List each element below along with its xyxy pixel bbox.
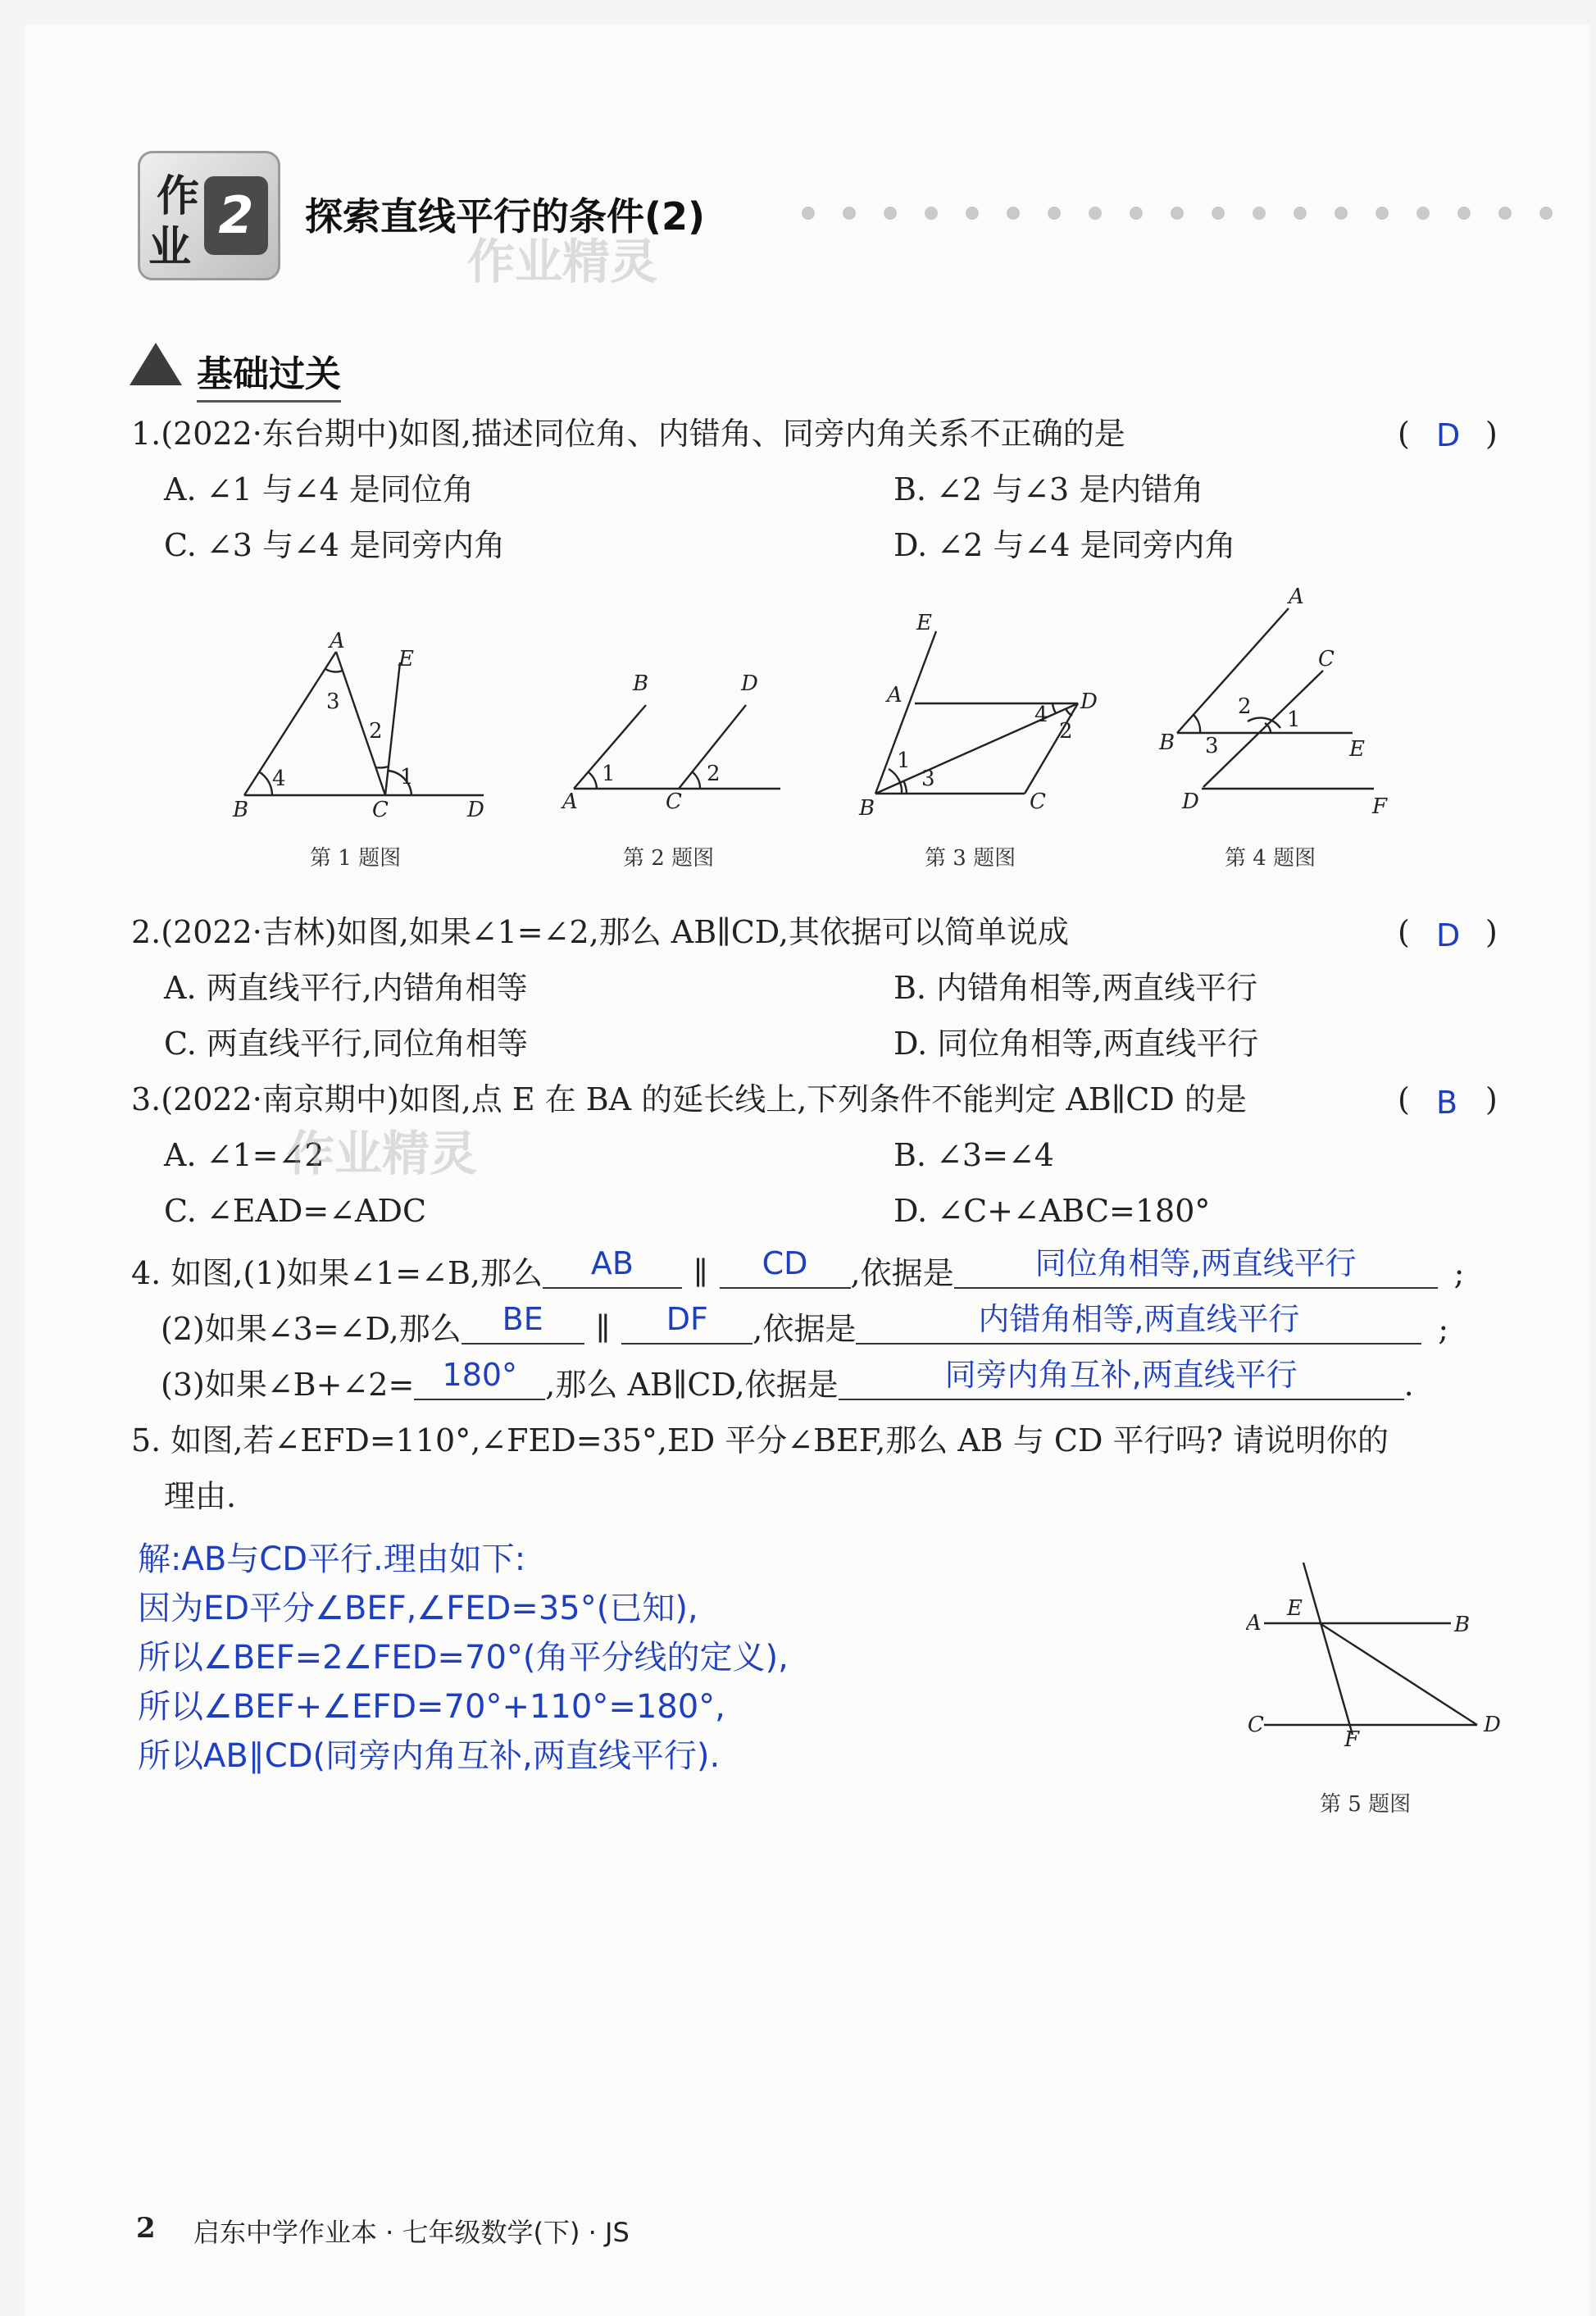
q4-1-post: ,依据是 <box>850 1255 954 1291</box>
fig1-angle-1: 1 <box>400 765 414 789</box>
fig2-label-c: C <box>666 789 682 812</box>
q5-solution-line-3: 所以∠BEF=2∠FED=70°(角平分线的定义), <box>138 1639 789 1677</box>
fig4-label-e: E <box>1349 737 1365 762</box>
q4-2-blank-1 <box>462 1301 584 1345</box>
q3-option-b: B. ∠3=∠4 <box>893 1137 1054 1173</box>
q4-1-blank-reason <box>954 1245 1438 1289</box>
q2-option-c: C. 两直线平行,同位角相等 <box>164 1026 528 1062</box>
q4-1-blank-1 <box>543 1245 682 1289</box>
figure-1 <box>221 631 500 828</box>
fig3-angle-4: 4 <box>1034 703 1048 727</box>
assignment-badge <box>138 151 280 280</box>
fig5-label-e: E <box>1287 1596 1303 1621</box>
watermark-top: 作业精灵 <box>467 234 658 289</box>
figure-4 <box>1148 574 1418 828</box>
q4-1-reason: 同位角相等,两直线平行 <box>1034 1245 1357 1281</box>
fig4-caption: 第 4 题图 <box>1225 846 1316 871</box>
q4-3-end: . <box>1403 1367 1414 1403</box>
q3-bracket-left: ( <box>1398 1081 1410 1117</box>
q1-stem: 1.(2022·东台期中)如图,描述同位角、内错角、同旁内角关系不正确的是 <box>131 416 1125 452</box>
fig3-label-a: A <box>887 683 903 708</box>
q5-solution-line-4: 所以∠BEF+∠EFD=70°+110°=180°, <box>138 1688 725 1726</box>
q4-1-end: ; <box>1453 1255 1465 1291</box>
q4-line-2 <box>161 1301 1449 1347</box>
page-number: 2 <box>136 2212 156 2245</box>
q4-1-answer-1: AB <box>590 1245 634 1281</box>
q3-bracket-right: ) <box>1485 1081 1498 1117</box>
q2-bracket-right: ) <box>1485 914 1498 950</box>
fig1-label-a: A <box>330 631 345 653</box>
fig5-label-f: F <box>1344 1727 1360 1746</box>
fig4-label-b: B <box>1159 730 1175 755</box>
q5-solution-line-2: 因为ED平分∠BEF,∠FED=35°(已知), <box>138 1590 698 1627</box>
fig2-label-a: A <box>562 789 578 812</box>
fig1-angle-3: 3 <box>326 689 340 714</box>
badge-char-zuo: 作 <box>157 172 200 221</box>
q4-2-blank-reason <box>856 1301 1421 1345</box>
section-triangle-icon <box>130 343 182 385</box>
q1-option-b: B. ∠2 与∠3 是内错角 <box>893 471 1204 507</box>
q4-3-blank-1 <box>414 1357 545 1400</box>
q4-1-parallel: ∥ <box>693 1255 708 1291</box>
q2-stem: 2.(2022·吉林)如图,如果∠1=∠2,那么 AB∥CD,其依据可以简单说成 <box>131 914 1069 950</box>
figure-3 <box>844 607 1123 820</box>
fig4-label-c: C <box>1318 647 1335 671</box>
badge-number-text: 2 <box>218 185 254 245</box>
q2-answer: D <box>1436 917 1461 953</box>
q4-3-post: ,那么 AB∥CD,依据是 <box>545 1367 839 1403</box>
fig2-angle-1: 1 <box>602 762 616 786</box>
q2-bracket-left: ( <box>1398 914 1410 950</box>
fig3-label-b: B <box>859 796 875 820</box>
q4-1-answer-2: CD <box>762 1245 808 1281</box>
q3-answer: B <box>1436 1085 1458 1121</box>
fig3-angle-3: 3 <box>921 767 935 791</box>
figure-2 <box>549 656 803 812</box>
fig3-angle-2: 2 <box>1059 719 1073 744</box>
fig3-label-e: E <box>916 611 932 635</box>
q1-answer: D <box>1436 417 1461 453</box>
fig1-angle-2: 2 <box>369 719 383 744</box>
q4-2-answer-1: BE <box>502 1301 543 1337</box>
title-dot-leader <box>802 207 1580 223</box>
q1-option-c: C. ∠3 与∠4 是同旁内角 <box>164 527 506 563</box>
fig1-label-c: C <box>372 798 389 822</box>
fig4-angle-1: 1 <box>1287 708 1301 732</box>
fig4-label-f: F <box>1372 794 1388 819</box>
q4-3-prefix: (3)如果∠B+∠2= <box>161 1367 415 1403</box>
q5-stem-line-2: 理由. <box>164 1478 237 1514</box>
q4-1-blank-2 <box>720 1245 851 1289</box>
q4-line-1 <box>131 1245 1465 1291</box>
q2-option-b: B. 内错角相等,两直线平行 <box>893 970 1258 1006</box>
fig5-label-a: A <box>1246 1611 1262 1636</box>
q4-2-prefix: (2)如果∠3=∠D,那么 <box>161 1311 462 1347</box>
fig1-angle-4: 4 <box>272 767 286 791</box>
q3-option-a: A. ∠1=∠2 <box>164 1137 325 1173</box>
fig5-label-c: C <box>1248 1713 1264 1737</box>
q1-option-a: A. ∠1 与∠4 是同位角 <box>164 471 474 507</box>
book-title: 启东中学作业本 · 七年级数学(下) · JS <box>193 2217 630 2248</box>
fig5-caption: 第 5 题图 <box>1320 1792 1412 1817</box>
q3-option-c: C. ∠EAD=∠ADC <box>164 1193 427 1229</box>
fig1-label-b: B <box>233 798 249 822</box>
q4-1-prefix: 4. 如图,(1)如果∠1=∠B,那么 <box>131 1255 543 1291</box>
section-title: 基础过关 <box>197 344 341 403</box>
fig1-caption: 第 1 题图 <box>310 846 402 871</box>
fig1-label-d: D <box>467 798 484 822</box>
fig4-label-d: D <box>1182 789 1199 814</box>
fig4-label-a: A <box>1289 585 1304 609</box>
fig3-angle-1: 1 <box>897 748 911 773</box>
fig5-label-b: B <box>1454 1613 1471 1637</box>
q1-bracket-left: ( <box>1398 416 1410 452</box>
fig4-angle-3: 3 <box>1205 734 1219 758</box>
q5-stem-line-1: 5. 如图,若∠EFD=110°,∠FED=35°,ED 平分∠BEF,那么 AB 与 CD 平行吗? 请说明你的 <box>131 1422 1389 1458</box>
figure-5 <box>1246 1549 1508 1746</box>
q3-option-d: D. ∠C+∠ABC=180° <box>893 1193 1211 1229</box>
fig5-label-d: D <box>1484 1713 1501 1737</box>
q4-line-3 <box>161 1357 1414 1403</box>
badge-number <box>204 176 268 255</box>
q5-solution-line-1: 解:AB与CD平行.理由如下: <box>138 1540 526 1578</box>
q5-solution-line-5: 所以AB∥CD(同旁内角互补,两直线平行). <box>138 1737 721 1775</box>
q2-option-a: A. 两直线平行,内错角相等 <box>164 970 528 1006</box>
q4-2-end: ; <box>1438 1311 1449 1347</box>
q4-2-answer-2: DF <box>666 1301 708 1337</box>
fig3-label-c: C <box>1030 789 1046 814</box>
q4-2-post: ,依据是 <box>753 1311 857 1347</box>
q4-2-reason: 内错角相等,两直线平行 <box>978 1301 1300 1337</box>
q4-2-blank-2 <box>621 1301 753 1345</box>
q1-option-d: D. ∠2 与∠4 是同旁内角 <box>893 527 1236 563</box>
q2-option-d: D. 同位角相等,两直线平行 <box>893 1026 1259 1062</box>
fig1-label-e: E <box>398 647 414 671</box>
fig3-label-d: D <box>1080 689 1098 714</box>
q4-3-blank-reason <box>839 1357 1404 1400</box>
fig2-angle-2: 2 <box>707 762 721 786</box>
q4-3-reason: 同旁内角互补,两直线平行 <box>944 1357 1298 1393</box>
fig4-angle-2: 2 <box>1238 694 1252 719</box>
page-title: 探索直线平行的条件(2) <box>305 194 706 239</box>
q1-bracket-right: ) <box>1485 416 1498 452</box>
q4-2-parallel: ∥ <box>595 1311 611 1347</box>
fig2-caption: 第 2 题图 <box>623 846 715 871</box>
fig2-label-b: B <box>633 671 649 696</box>
badge-char-ye: 业 <box>148 223 192 272</box>
watermark-middle: 作业精灵 <box>287 1126 478 1181</box>
fig3-caption: 第 3 题图 <box>925 846 1016 871</box>
fig2-label-d: D <box>741 671 758 696</box>
q3-stem: 3.(2022·南京期中)如图,点 E 在 BA 的延长线上,下列条件不能判定 AB∥CD 的是 <box>131 1081 1247 1117</box>
q4-3-answer-1: 180° <box>442 1357 518 1393</box>
